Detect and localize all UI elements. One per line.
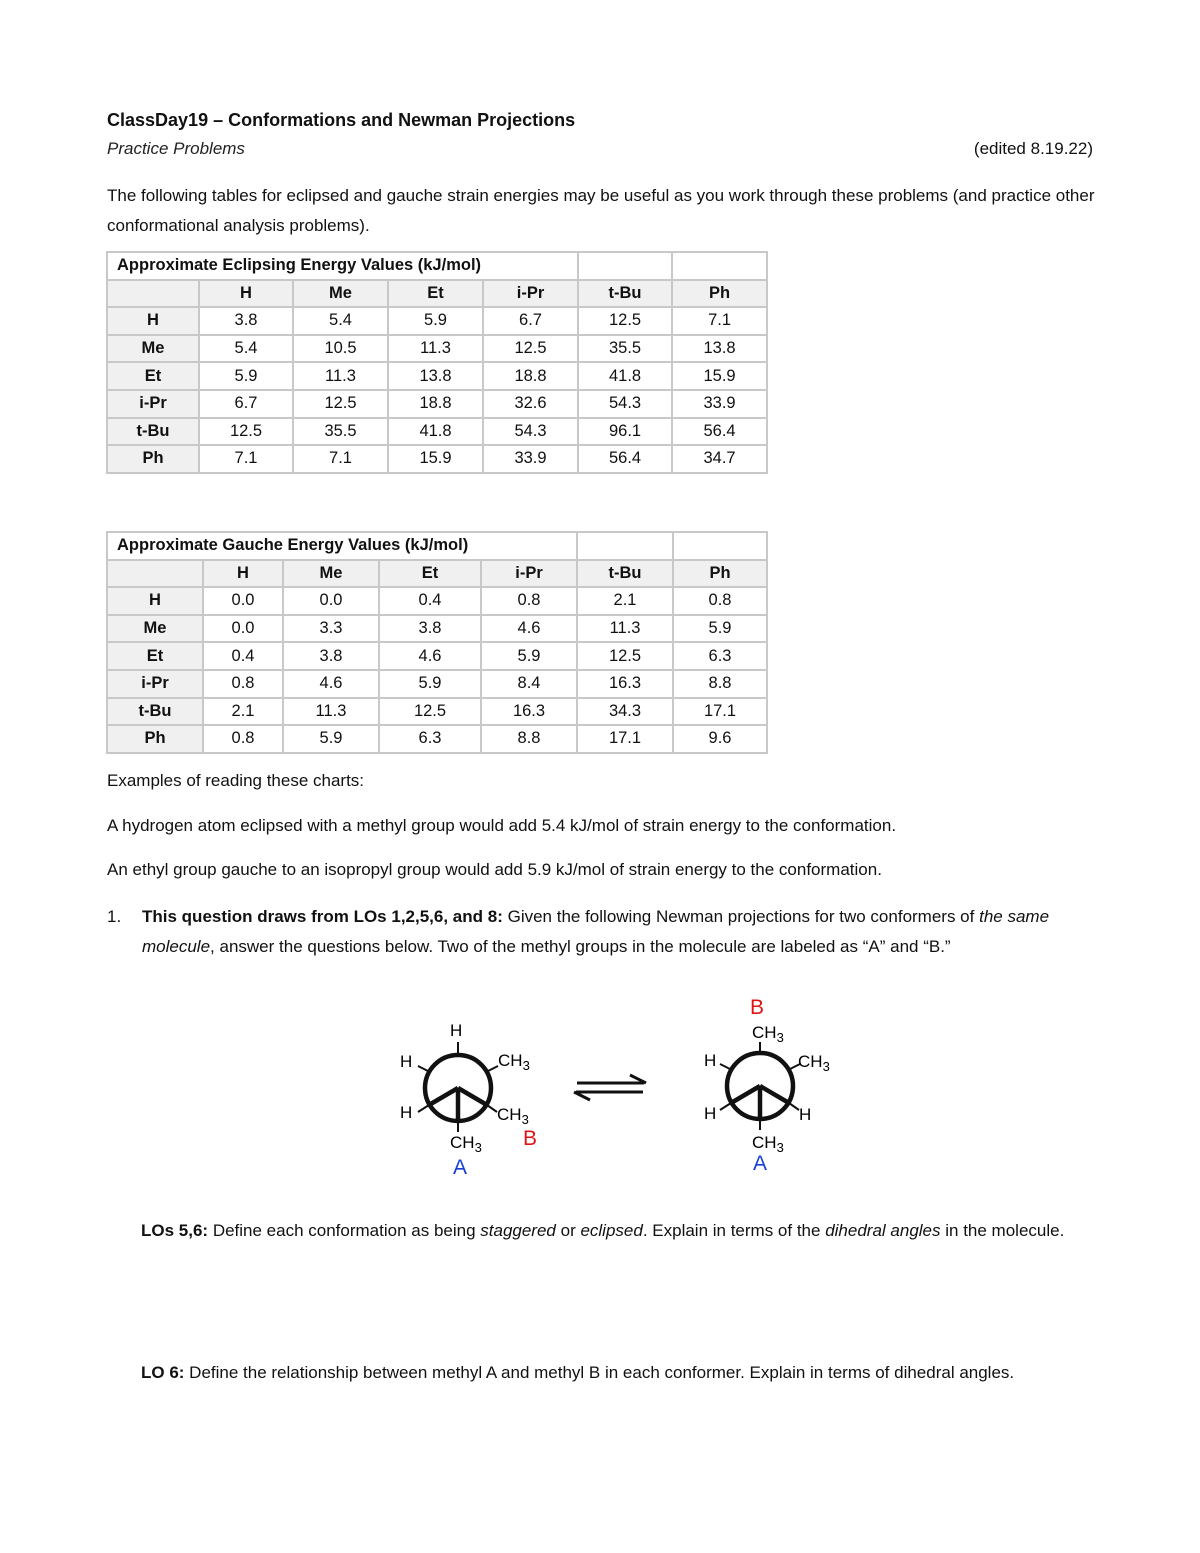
gauche-table-caption: Approximate Gauche Energy Values (kJ/mol) [107, 532, 577, 560]
row-header: Me [107, 615, 203, 643]
column-header: Et [388, 280, 483, 308]
table-row [107, 362, 767, 390]
table-cell: 10.5 [293, 335, 388, 363]
table-cell: 16.3 [481, 698, 577, 726]
row-header: t-Bu [107, 698, 203, 726]
lo-6-text: Define the relationship between methyl A and methyl B in each conformer. Explain in terms of dihedral angles. [184, 1363, 1015, 1382]
substituent-label: $CH_3$ [752, 1133, 784, 1155]
table-cell: 33.9 [483, 445, 578, 473]
substituent-label: H [400, 1052, 413, 1071]
row-header: H [107, 307, 199, 335]
methyl-b-label: B [523, 1127, 538, 1150]
table-cell: 7.1 [672, 307, 767, 335]
column-header: Me [283, 560, 379, 588]
blank-cell [577, 532, 673, 560]
table-cell: 4.6 [283, 670, 379, 698]
question-text-1: Given the following Newman projections for two conformers of [502, 907, 980, 926]
table-cell: 41.8 [388, 418, 483, 446]
rear-bond [720, 1064, 732, 1070]
edited-date: (edited 8.19.22) [973, 139, 1093, 158]
example-1: A hydrogen atom eclipsed with a methyl group would add 5.4 kJ/mol of strain energy to the conformation. [107, 816, 897, 835]
table-cell: 3.8 [199, 307, 293, 335]
substituent-label: $CH_3$ [450, 1133, 482, 1155]
column-header: H [199, 280, 293, 308]
table-cell: 35.5 [293, 418, 388, 446]
table-cell: 15.9 [672, 362, 767, 390]
substituent-label: $CH_3$ [752, 1023, 784, 1045]
table-cell: 56.4 [672, 418, 767, 446]
table-cell: 0.0 [203, 615, 283, 643]
column-header: Ph [673, 560, 767, 588]
example-2: An ethyl group gauche to an isopropyl group would add 5.9 kJ/mol of strain energy to the conformation. [107, 860, 882, 879]
table-cell: 17.1 [673, 698, 767, 726]
table-cell: 12.5 [199, 418, 293, 446]
question-1 [107, 902, 1097, 962]
table-cell: 3.8 [379, 615, 481, 643]
table-cell: 34.7 [672, 445, 767, 473]
table-cell: 5.9 [199, 362, 293, 390]
front-bond [731, 1086, 760, 1103]
table-cell: 54.3 [578, 390, 672, 418]
methyl-b-label: B [750, 996, 765, 1019]
table-cell: 33.9 [672, 390, 767, 418]
table-cell: 0.8 [481, 587, 577, 615]
row-header: i-Pr [107, 670, 203, 698]
table-cell: 5.9 [379, 670, 481, 698]
table-cell: 12.5 [578, 307, 672, 335]
column-header: Et [379, 560, 481, 588]
methyl-a-label: A [753, 1152, 768, 1175]
table-cell: 6.3 [673, 642, 767, 670]
document-subtitle: Practice Problems [107, 139, 245, 158]
table-cell: 17.1 [577, 725, 673, 753]
table-cell: 7.1 [199, 445, 293, 473]
table-cell: 12.5 [379, 698, 481, 726]
table-cell: 0.4 [379, 587, 481, 615]
lo-5-6-italic: staggered [480, 1221, 556, 1240]
table-cell: 41.8 [578, 362, 672, 390]
table-cell: 12.5 [293, 390, 388, 418]
substituent-label: H [704, 1104, 717, 1123]
table-cell: 6.7 [199, 390, 293, 418]
substituent-label: $CH_3$ [497, 1105, 529, 1127]
table-cell: 5.4 [293, 307, 388, 335]
table-cell: 0.4 [203, 642, 283, 670]
newman-projection-right [704, 996, 830, 1175]
table-cell: 0.0 [203, 587, 283, 615]
examples-heading: Examples of reading these charts: [107, 771, 365, 790]
table-cell: 5.9 [673, 615, 767, 643]
column-header: i-Pr [481, 560, 577, 588]
lo-5-6-text: or [555, 1221, 581, 1240]
lo-5-6-text: Define each conformation as being [208, 1221, 481, 1240]
front-bond [418, 1105, 429, 1112]
gauche-energy-table [106, 531, 768, 754]
intro-paragraph: The following tables for eclipsed and gauche strain energies may be useful as you work through these problems (and practice other conformational analysis problems). [107, 186, 1095, 235]
table-cell: 15.9 [388, 445, 483, 473]
table-cell: 16.3 [577, 670, 673, 698]
table-cell: 6.7 [483, 307, 578, 335]
table-cell: 0.8 [673, 587, 767, 615]
equilibrium-arrows [574, 1075, 646, 1100]
table-cell: 32.6 [483, 390, 578, 418]
row-header: Ph [107, 725, 203, 753]
question-text-italic: the same molecule [142, 907, 1050, 956]
column-header: Ph [672, 280, 767, 308]
lo-5-6-italic: eclipsed [580, 1221, 643, 1240]
newman-projections-diagram [380, 990, 860, 1180]
table-row [107, 642, 767, 670]
front-bond [487, 1105, 497, 1112]
row-header: Et [107, 362, 199, 390]
table-cell: 4.6 [379, 642, 481, 670]
table-cell: 11.3 [388, 335, 483, 363]
lo-5-6-label: LOs 5,6: [141, 1221, 209, 1240]
table-cell: 9.6 [673, 725, 767, 753]
table-cell: 5.9 [283, 725, 379, 753]
methyl-a-label: A [453, 1156, 468, 1179]
table-cell: 5.9 [481, 642, 577, 670]
column-header: i-Pr [483, 280, 578, 308]
corner-cell [107, 560, 203, 588]
front-bond [429, 1088, 458, 1105]
table-row [107, 390, 767, 418]
table-cell: 2.1 [203, 698, 283, 726]
column-header: H [203, 560, 283, 588]
table-row [107, 307, 767, 335]
table-cell: 8.8 [673, 670, 767, 698]
front-bond [760, 1086, 789, 1103]
lo-6-label: LO 6: [141, 1363, 185, 1382]
blank-cell [578, 252, 672, 280]
table-cell: 0.8 [203, 725, 283, 753]
row-header: i-Pr [107, 390, 199, 418]
table-row [107, 335, 767, 363]
table-cell: 13.8 [672, 335, 767, 363]
corner-cell [107, 280, 199, 308]
document-title: ClassDay19 – Conformations and Newman Projections [107, 110, 576, 130]
table-cell: 11.3 [283, 698, 379, 726]
front-bond [458, 1088, 487, 1105]
table-cell: 34.3 [577, 698, 673, 726]
table-row [107, 725, 767, 753]
table-cell: 5.4 [199, 335, 293, 363]
rear-bond [486, 1066, 498, 1072]
table-cell: 5.9 [388, 307, 483, 335]
column-header: Me [293, 280, 388, 308]
column-header: t-Bu [578, 280, 672, 308]
table-cell: 13.8 [388, 362, 483, 390]
blank-cell [672, 252, 767, 280]
row-header: t-Bu [107, 418, 199, 446]
table-cell: 2.1 [577, 587, 673, 615]
table-cell: 3.8 [283, 642, 379, 670]
table-cell: 56.4 [578, 445, 672, 473]
question-text-2: , answer the questions below. Two of the methyl groups in the molecule are labeled as “A” and “B.” [210, 937, 951, 956]
substituent-label: H [704, 1051, 717, 1070]
eclipsing-energy-table [106, 251, 768, 474]
lo-6-question [141, 1358, 1096, 1388]
table-row [107, 670, 767, 698]
table-row [107, 445, 767, 473]
table-cell: 11.3 [293, 362, 388, 390]
table-cell: 0.0 [283, 587, 379, 615]
lo-5-6-italic: dihedral angles [825, 1221, 941, 1240]
table-cell: 35.5 [578, 335, 672, 363]
table-cell: 96.1 [578, 418, 672, 446]
question-lead: This question draws from LOs 1,2,5,6, and 8: [142, 907, 503, 926]
lo-5-6-question [141, 1216, 1096, 1246]
substituent-label: $CH_3$ [498, 1051, 530, 1073]
table-header-row [107, 280, 767, 308]
row-header: Et [107, 642, 203, 670]
table-cell: 12.5 [577, 642, 673, 670]
table-cell: 18.8 [388, 390, 483, 418]
rear-bond [418, 1066, 430, 1072]
table-cell: 4.6 [481, 615, 577, 643]
substituent-label: H [450, 1021, 463, 1040]
question-number: 1. [107, 907, 122, 926]
front-bond [789, 1103, 799, 1110]
table-cell: 18.8 [483, 362, 578, 390]
table-row [107, 698, 767, 726]
table-row [107, 615, 767, 643]
table-row [107, 418, 767, 446]
substituent-label: H [400, 1103, 413, 1122]
table-cell: 11.3 [577, 615, 673, 643]
substituent-label: $CH_3$ [798, 1052, 830, 1074]
row-header: Ph [107, 445, 199, 473]
table-cell: 8.4 [481, 670, 577, 698]
table-cell: 3.3 [283, 615, 379, 643]
row-header: H [107, 587, 203, 615]
table-cell: 6.3 [379, 725, 481, 753]
blank-cell [673, 532, 767, 560]
column-header: t-Bu [577, 560, 673, 588]
eclipsing-table-caption: Approximate Eclipsing Energy Values (kJ/mol) [107, 252, 578, 280]
question-text [142, 902, 1097, 962]
table-cell: 7.1 [293, 445, 388, 473]
lo-5-6-text: in the molecule. [940, 1221, 1065, 1240]
substituent-label: H [799, 1105, 812, 1124]
table-cell: 8.8 [481, 725, 577, 753]
table-row [107, 587, 767, 615]
front-bond [720, 1103, 731, 1110]
table-cell: 54.3 [483, 418, 578, 446]
lo-5-6-text: . Explain in terms of the [642, 1221, 826, 1240]
row-header: Me [107, 335, 199, 363]
table-cell: 0.8 [203, 670, 283, 698]
table-cell: 12.5 [483, 335, 578, 363]
newman-projection-left [400, 1021, 537, 1179]
table-header-row [107, 560, 767, 588]
